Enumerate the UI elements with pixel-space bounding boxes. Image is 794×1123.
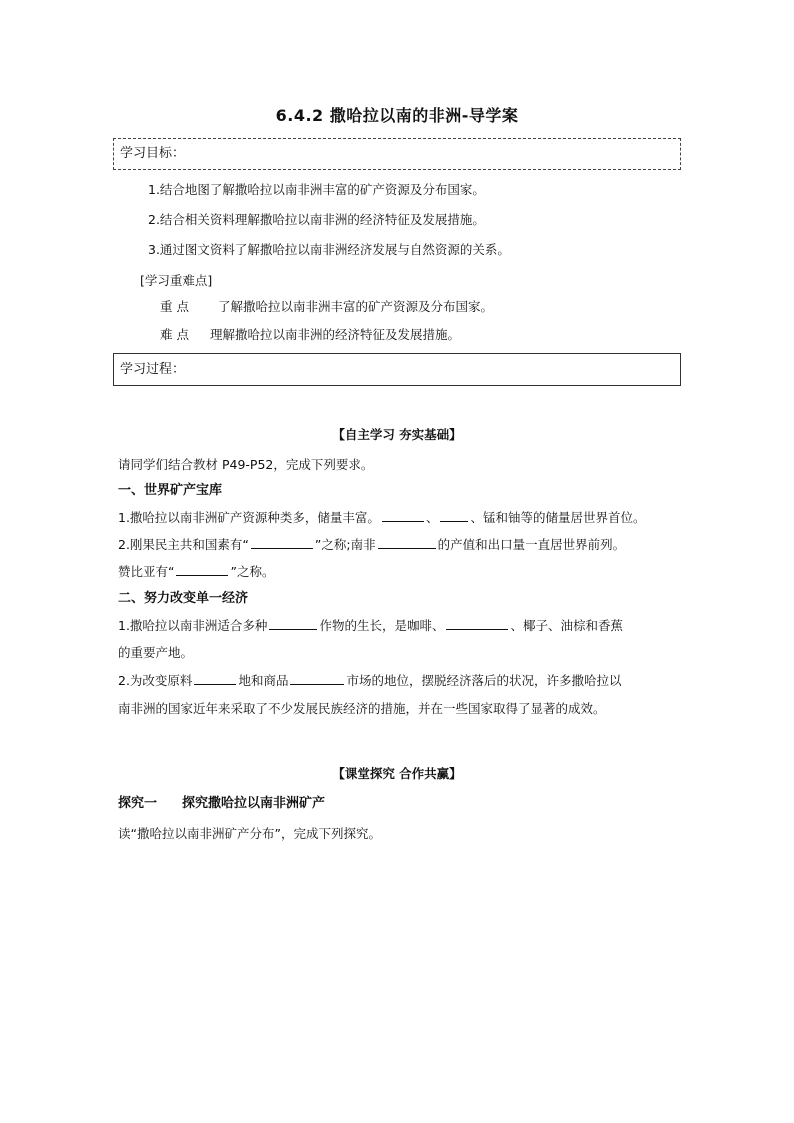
- question-1: [118, 509, 645, 527]
- inquiry-label: 探究一: [118, 796, 158, 811]
- question-4-continued: 南非洲的国家近年来采取了不少发展民族经济的措施，并在一些国家取得了显著的成效。: [118, 701, 606, 716]
- difficulty-label: 难 点: [160, 327, 189, 342]
- question-3-continued: 的重要产地。: [118, 645, 194, 660]
- question-2-text-b: ”之称;南非: [314, 537, 376, 552]
- question-4-text-a: 2.为改变原料: [118, 673, 193, 688]
- answer-blank[interactable]: [251, 536, 313, 549]
- question-4-text-c: 市场的地位，摆脱经济落后的状况，许多撒哈拉以: [346, 673, 622, 688]
- focus-label: 重 点: [160, 299, 189, 314]
- question-2: [118, 536, 625, 554]
- question-1-text-b: 、锰和铀等的储量居世界首位。: [470, 510, 646, 525]
- answer-blank[interactable]: [194, 672, 236, 685]
- answer-blank[interactable]: [290, 672, 344, 685]
- learning-goals-box: 学习目标：: [113, 138, 681, 170]
- focus-text: 了解撒哈拉以南非洲丰富的矿产资源及分布国家。: [218, 299, 494, 314]
- answer-blank[interactable]: [269, 617, 317, 630]
- question-1-text-a: 1.撒哈拉以南非洲矿产资源种类多，储量丰富。: [118, 510, 380, 525]
- question-2-text-a: 2.刚果民主共和国素有“: [118, 537, 249, 552]
- inquiry-title: 探究撒哈拉以南非洲矿产: [182, 796, 326, 811]
- question-4: [118, 672, 621, 690]
- goal-item-1: 1.结合地图了解撒哈拉以南非洲丰富的矿产资源及分布国家。: [148, 182, 485, 197]
- answer-blank[interactable]: [378, 536, 436, 549]
- answer-blank[interactable]: [440, 509, 468, 522]
- answer-blank[interactable]: [446, 617, 508, 630]
- question-2-text-e: ”之称。: [230, 564, 275, 579]
- question-3-text-c: 、椰子、油棕和香蕉: [510, 618, 623, 633]
- question-3-text-a: 1.撒哈拉以南非洲适合多种: [118, 618, 268, 633]
- part1-title: 一、世界矿产宝库: [118, 483, 223, 498]
- self-study-intro: 请同学们结合教材 P49-P52，完成下列要求。: [118, 457, 374, 472]
- inquiry-instruction: 读“撒哈拉以南非洲矿产分布”，完成下列探究。: [118, 826, 381, 841]
- goal-item-3: 3.通过图文资料了解撒哈拉以南非洲经济发展与自然资源的关系。: [148, 242, 510, 257]
- question-1-sep: 、: [425, 510, 439, 525]
- answer-blank[interactable]: [176, 563, 228, 576]
- classroom-heading: 【课堂探究 合作共赢】: [332, 766, 462, 781]
- question-4-text-b: 地和商品: [238, 673, 289, 688]
- answer-blank[interactable]: [382, 509, 424, 522]
- self-study-heading: 【自主学习 夯实基础】: [332, 427, 462, 442]
- page-title: 6.4.2 撒哈拉以南的非洲-导学案: [275, 106, 519, 125]
- question-2-text-c: 的产值和出口量一直居世界前列。: [437, 537, 626, 552]
- goal-item-2: 2.结合相关资料理解撒哈拉以南非洲的经济特征及发展措施。: [148, 212, 485, 227]
- question-3: [118, 617, 623, 635]
- question-2-text-d: 赞比亚有“: [118, 564, 175, 579]
- learning-process-box: 学习过程：: [113, 353, 681, 386]
- difficulty-text: 理解撒哈拉以南非洲的经济特征及发展措施。: [210, 327, 461, 342]
- question-2-continued: [118, 563, 274, 581]
- question-3-text-b: 作物的生长，是咖啡、: [319, 618, 445, 633]
- part2-title: 二、努力改变单一经济: [118, 591, 249, 606]
- key-points-label: [学习重难点]: [140, 273, 213, 288]
